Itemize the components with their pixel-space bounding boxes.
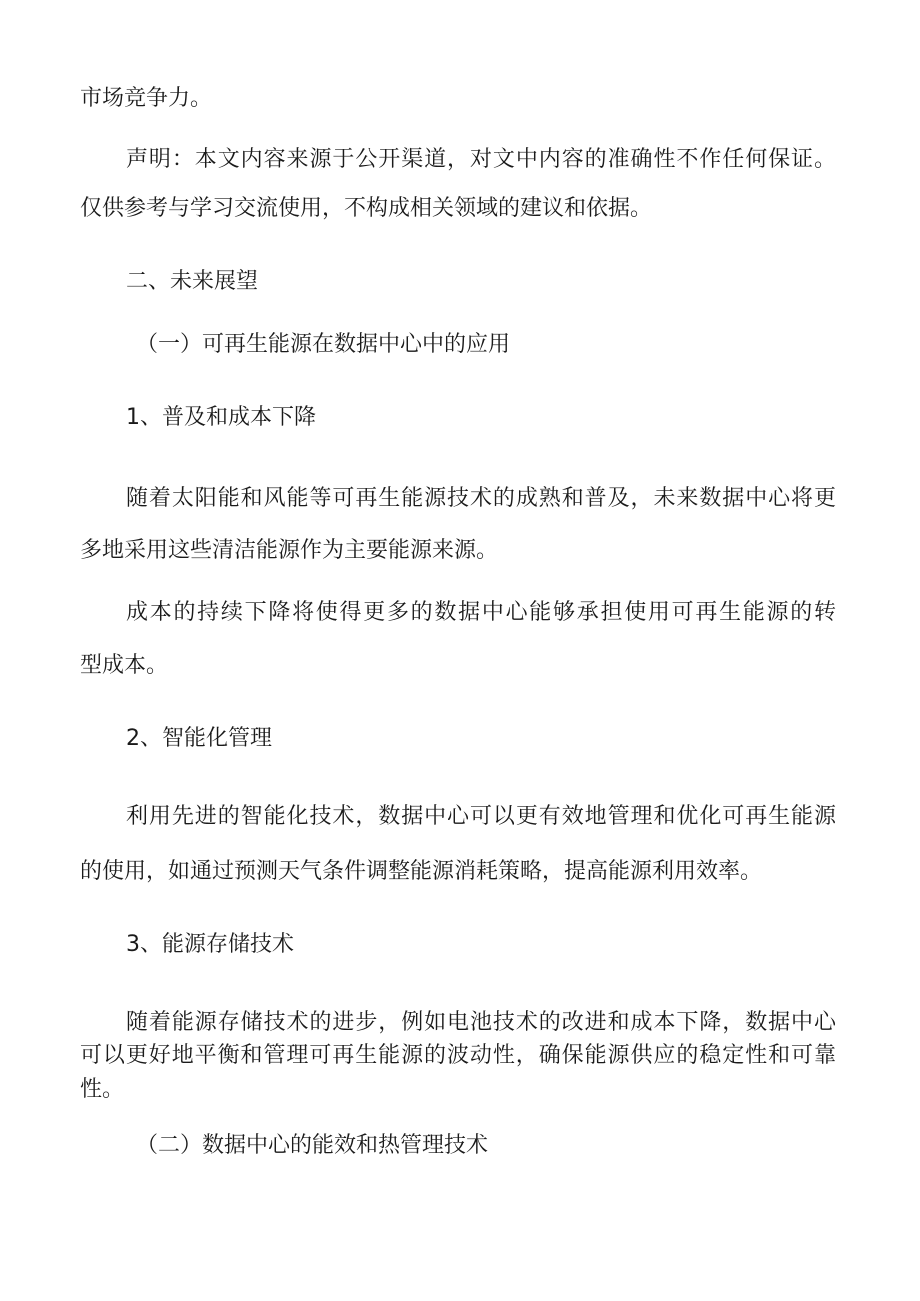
paragraph-line: 随着能源存储技术的进步，例如电池技术的改进和成本下降，数据中心 — [126, 1010, 836, 1035]
paragraph-line: 性。 — [80, 1077, 125, 1102]
disclaimer-text-line: 声明：本文内容来源于公开渠道，对文中内容的准确性不作任何保证。 — [126, 147, 836, 172]
paragraph-line: 利用先进的智能化技术，数据中心可以更有效地管理和优化可再生能源 — [126, 804, 836, 829]
item-heading: 2、智能化管理 — [126, 726, 272, 751]
disclaimer-text-line: 仅供参考与学习交流使用，不构成相关领域的建议和依据。 — [80, 196, 653, 221]
subsection-heading: （二）数据中心的能效和热管理技术 — [136, 1133, 489, 1158]
paragraph-line: 型成本。 — [80, 653, 169, 678]
paragraph-line: 多地采用这些清洁能源作为主要能源来源。 — [80, 538, 499, 563]
item-heading: 3、能源存储技术 — [126, 932, 294, 957]
item-heading: 1、普及和成本下降 — [126, 405, 316, 430]
section-heading: 二、未来展望 — [126, 269, 259, 294]
paragraph-line: 可以更好地平衡和管理可再生能源的波动性，确保能源供应的稳定性和可靠 — [80, 1043, 836, 1068]
body-text-line: 市场竞争力。 — [80, 86, 213, 111]
paragraph-line: 随着太阳能和风能等可再生能源技术的成熟和普及，未来数据中心将更 — [126, 486, 836, 511]
paragraph-line: 的使用，如通过预测天气条件调整能源消耗策略，提高能源利用效率。 — [80, 859, 763, 884]
subsection-heading: （一）可再生能源在数据中心中的应用 — [136, 332, 511, 357]
paragraph-line: 成本的持续下降将使得更多的数据中心能够承担使用可再生能源的转 — [126, 600, 836, 625]
